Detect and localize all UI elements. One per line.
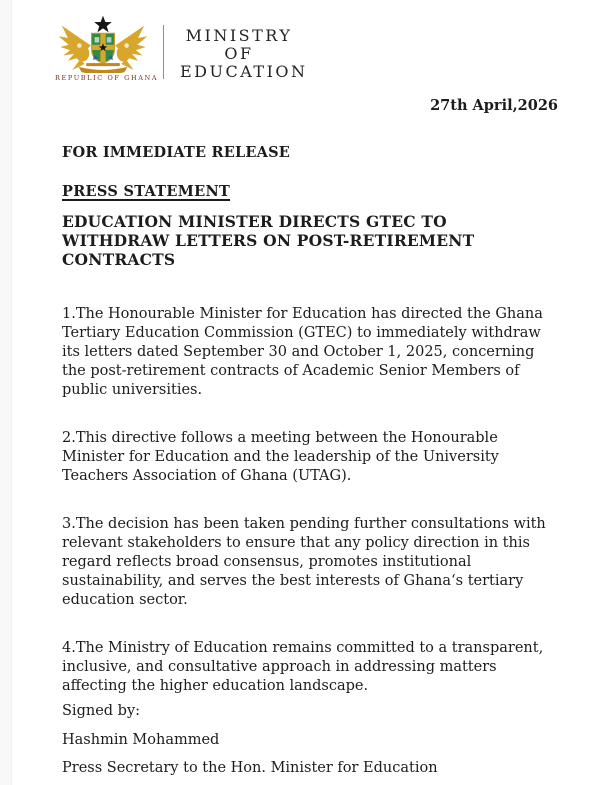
ministry-name <box>180 26 308 81</box>
paragraph-3: 3.The decision has been taken pending further consultations with relevant stakeholders to ensure that any policy direction in this regard reflects broad consensus, promotes institutional sustainability, and serves the best interests of Ghana‘s tertiary education sector. <box>62 516 546 608</box>
signed-by-label: Signed by: <box>62 703 141 719</box>
signatory-name: Hashmin Mohammed <box>62 731 220 748</box>
letterhead-divider <box>163 25 164 79</box>
logo-caption: REPUBLIC OF GHANA <box>55 74 159 82</box>
ministry-name-line-3: EDUCATION <box>180 62 308 81</box>
release-line: FOR IMMEDIATE RELEASE <box>62 144 290 161</box>
ghana-coat-of-arms-logo <box>55 15 159 82</box>
signatory-title: Press Secretary to the Hon. Minister for Education <box>62 760 438 776</box>
letterhead <box>55 15 558 82</box>
coat-of-arms-icon <box>57 15 149 73</box>
statement-heading: PRESS STATEMENT <box>62 183 231 200</box>
paragraph-2: 2.This directive follows a meeting between the Honourable Minister for Education and the leadership of the University Teachers Association of Ghana (UTAG). <box>62 430 499 484</box>
date-line: 27th April,2026 <box>430 97 558 114</box>
ministry-name-line-1: MINISTRY <box>185 26 293 45</box>
page-left-edge <box>0 0 12 785</box>
paragraph-4: 4.The Ministry of Education remains committed to a transparent, inclusive, and consultative approach in addressing matters affecting the higher education landscape. <box>62 640 544 694</box>
headline: EDUCATION MINISTER DIRECTS GTEC TO WITHDRAW LETTERS ON POST-RETIREMENT CONTRACTS <box>62 212 475 269</box>
paragraph-1: 1.The Honourable Minister for Education has directed the Ghana Tertiary Education Commission (GTEC) to immediately withdraw its letters dated September 30 and October 1, 2025, concerning the post-retirement contracts of Academic Senior Members of public universities. <box>62 306 543 398</box>
ministry-name-line-2: OF <box>224 44 254 63</box>
